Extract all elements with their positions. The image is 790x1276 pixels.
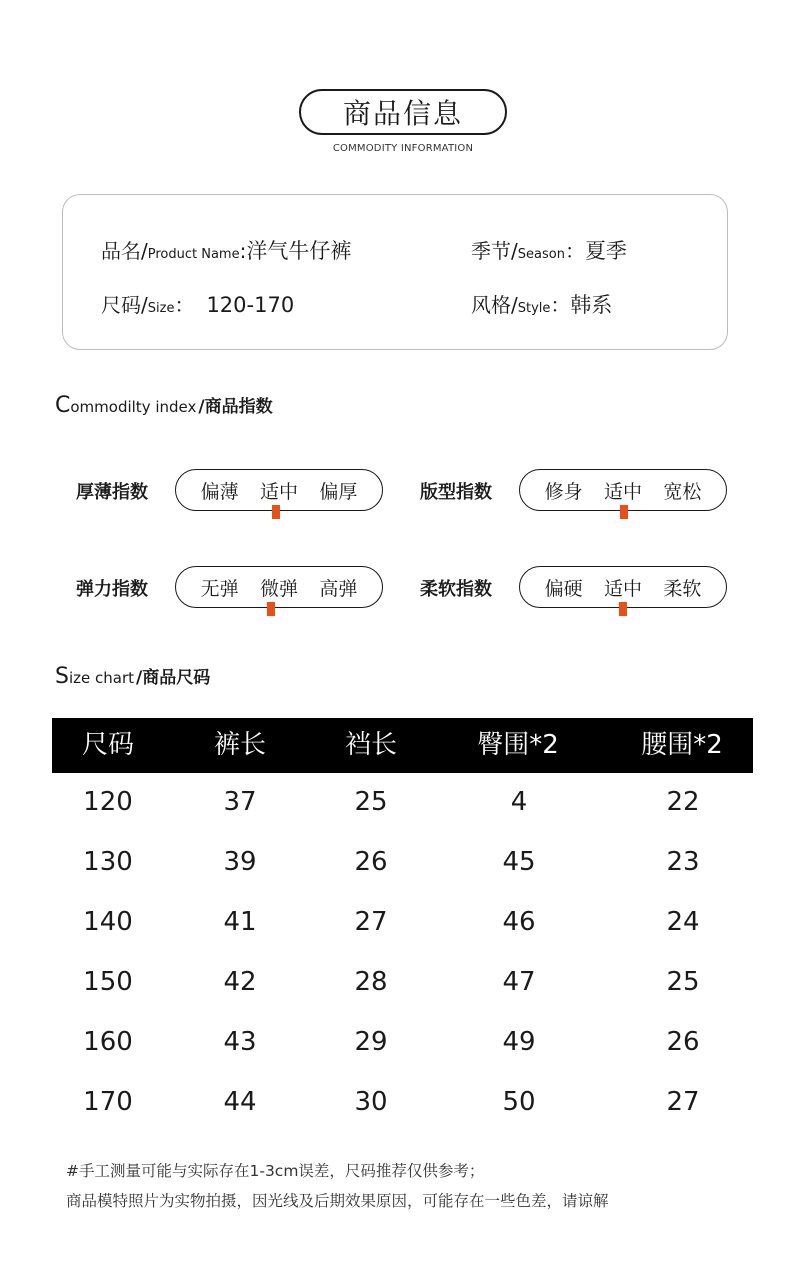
table-header-cell: 裆长 — [344, 730, 397, 760]
table-cell: 49 — [502, 1027, 536, 1057]
page-title-text: 商品信息 — [342, 97, 463, 130]
size-sep: ： — [174, 293, 195, 317]
index-option: 微弹 — [259, 577, 298, 600]
note-line: #手工测量可能与实际存在1-3cm误差，尺码推荐仅供参考； — [66, 1162, 485, 1180]
index-option: 适中 — [603, 577, 642, 600]
table-cell: 28 — [354, 967, 388, 997]
product-name-en: Product Name — [147, 247, 240, 262]
style-label: 风格/ — [471, 293, 518, 317]
index-option: 宽松 — [663, 480, 702, 503]
table-cell: 4 — [510, 787, 528, 817]
style-row — [471, 289, 612, 319]
table-cell: 150 — [83, 967, 133, 997]
table-cell: 46 — [502, 907, 536, 937]
product-name-label: 品名/ — [101, 239, 148, 263]
table-cell: 50 — [502, 1087, 536, 1117]
index-marker-softness — [619, 602, 627, 616]
season-en: Season — [517, 247, 565, 262]
size-row — [101, 289, 294, 318]
index-option: 适中 — [603, 480, 642, 503]
index-option: 偏薄 — [200, 480, 239, 503]
index-option: 柔软 — [663, 577, 702, 600]
index-section-heading — [55, 392, 273, 418]
table-cell: 47 — [502, 967, 536, 997]
table-cell: 30 — [354, 1087, 388, 1117]
index-scale-elasticity — [175, 566, 383, 608]
table-cell: 26 — [666, 1027, 700, 1057]
index-marker-fit — [620, 505, 628, 519]
size-heading-cn: /商品尺码 — [136, 668, 211, 688]
index-option: 偏硬 — [544, 577, 583, 600]
index-heading-cn: /商品指数 — [198, 397, 273, 417]
product-info-box — [62, 194, 728, 350]
table-cell: 25 — [666, 967, 700, 997]
season-label: 季节/ — [471, 239, 518, 263]
table-header-cell: 腰围*2 — [641, 730, 723, 760]
product-name-row — [101, 235, 351, 265]
table-cell: 130 — [83, 847, 133, 877]
index-option: 无弹 — [200, 577, 239, 600]
index-label-elasticity: 弹力指数 — [76, 579, 148, 600]
season-value: 夏季 — [584, 239, 627, 263]
style-en: Style — [517, 301, 551, 316]
table-cell: 44 — [223, 1087, 257, 1117]
product-name-value: 洋气牛仔裤 — [246, 239, 352, 263]
table-cell: 26 — [354, 847, 388, 877]
table-cell: 27 — [354, 907, 388, 937]
table-cell: 29 — [354, 1027, 388, 1057]
size-heading-initial: S — [55, 664, 69, 689]
index-option: 偏厚 — [319, 480, 358, 503]
table-cell: 140 — [83, 907, 133, 937]
season-row — [471, 235, 627, 265]
note-line: 商品模特照片为实物拍摄，因光线及后期效果原因，可能存在一些色差，请谅解 — [66, 1192, 609, 1210]
size-heading-rest: ize chart — [68, 669, 135, 687]
page-subtitle: COMMODITY INFORMATION — [332, 143, 474, 154]
index-label-fit: 版型指数 — [420, 482, 492, 503]
table-header-cell: 臀围*2 — [477, 730, 559, 760]
table-cell: 24 — [666, 907, 700, 937]
index-marker-elasticity — [267, 602, 275, 616]
table-header-cell: 尺码 — [81, 730, 134, 760]
size-section-heading — [55, 663, 210, 689]
product-name-sep: : — [239, 239, 247, 263]
size-label: 尺码/ — [101, 293, 148, 317]
size-en: Size — [147, 301, 175, 316]
size-value: 120-170 — [206, 293, 295, 317]
index-marker-thickness — [272, 505, 280, 519]
table-header-cell: 裤长 — [213, 730, 266, 760]
season-sep: ： — [564, 239, 585, 263]
table-cell: 22 — [666, 787, 700, 817]
table-cell: 41 — [223, 907, 257, 937]
table-cell: 27 — [666, 1087, 700, 1117]
table-cell: 37 — [223, 787, 257, 817]
table-cell: 23 — [666, 847, 700, 877]
index-heading-rest: ommodilty index — [70, 398, 197, 416]
table-cell: 43 — [223, 1027, 257, 1057]
index-option: 修身 — [544, 480, 583, 503]
table-cell: 42 — [223, 967, 257, 997]
index-option: 高弹 — [319, 577, 358, 600]
size-table-header — [52, 718, 753, 773]
style-sep: ： — [550, 293, 571, 317]
index-label-softness: 柔软指数 — [420, 579, 492, 600]
index-option: 适中 — [259, 480, 298, 503]
table-cell: 25 — [354, 787, 388, 817]
index-label-thickness: 厚薄指数 — [76, 482, 148, 503]
table-cell: 120 — [83, 787, 133, 817]
table-cell: 170 — [83, 1087, 133, 1117]
table-cell: 45 — [502, 847, 536, 877]
index-heading-initial: C — [55, 393, 71, 418]
style-value: 韩系 — [570, 293, 613, 317]
table-cell: 39 — [223, 847, 257, 877]
table-cell: 160 — [83, 1027, 133, 1057]
page-title — [299, 89, 507, 135]
